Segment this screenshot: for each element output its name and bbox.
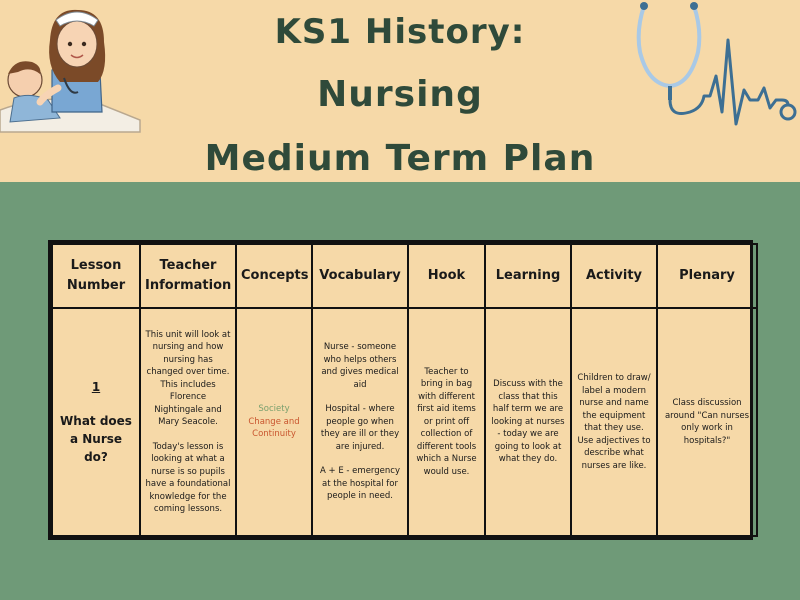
vocab-ae: A + E - emergency at the hospital for people in need. [320,466,400,502]
header-hook: Hook [408,244,485,308]
activity-cell: Children to draw/ label a modern nurse and name the equipment that they use. Use adjectives to describe what nurses are like. [571,308,657,536]
page-title-line-3: Medium Term Plan [204,138,596,179]
page-title-line-1: KS1 History: [274,12,526,52]
table-header-row [52,244,757,308]
teacher-info-paragraph-2: Today's lesson is looking at what a nurse is so pupils have a foundational knowledge for the coming lessons. [145,441,231,514]
header-lesson-number: Lesson Number [52,244,140,308]
header-activity: Activity [571,244,657,308]
lesson-cell [52,308,140,536]
vocabulary-cell [312,308,408,536]
vocab-nurse: Nurse - someone who helps others and gives medical aid [321,342,399,390]
header-learning: Learning [485,244,571,308]
page-title-line-2: Nursing [317,74,483,115]
teacher-info-paragraph-1: This unit will look at nursing and how nursing has changed over time. This includes Florence Nightingale and Mary Seacole. [145,329,231,427]
lesson-number: 1 [91,380,101,394]
header-plenary: Plenary [657,244,757,308]
header-vocabulary: Vocabulary [312,244,408,308]
teacher-information-cell [140,308,236,536]
header-banner [0,0,800,182]
concept-society: Society [258,404,290,415]
hook-cell: Teacher to bring in bag with different first aid items or print off collection of different tools which a Nurse would use. [408,308,485,536]
concepts-cell [236,308,312,536]
stethoscope-heartbeat-icon [630,0,800,135]
header-teacher-information: Teacher Information [140,244,236,308]
plenary-cell: Class discussion around "Can nurses only work in hospitals?" [657,308,757,536]
table-row [52,308,757,536]
learning-cell: Discuss with the class that this half term we are looking at nurses - today we are going to look at what they do. [485,308,571,536]
medium-term-plan-table [48,240,753,540]
vocab-hospital: Hospital - where people go when they are ill or they are injured. [320,404,400,452]
concept-change-and-continuity: Change and Continuity [248,416,300,440]
header-concepts: Concepts [236,244,312,308]
lesson-title: What does a Nurse do? [60,414,132,464]
